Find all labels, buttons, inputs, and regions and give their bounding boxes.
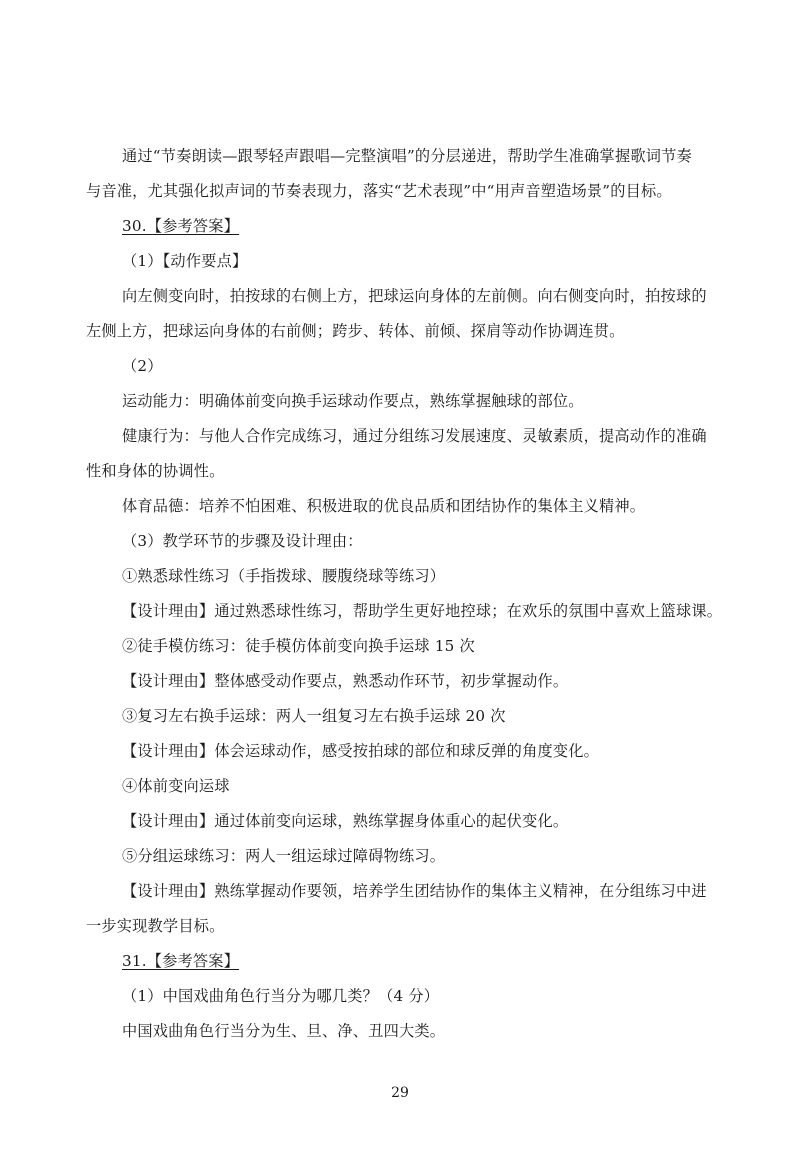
design-reason: 【设计理由】通过熟悉球性练习，帮助学生更好地控球；在欢乐的氛围中喜欢上篮球课。 <box>122 602 723 620</box>
step-item: ②徒手模仿练习：徒手模仿体前变向换手运球 15 次 <box>122 637 475 655</box>
page-number: 29 <box>391 1085 409 1101</box>
design-reason: 【设计理由】通过体前变向运球，熟练掌握身体重心的起伏变化。 <box>122 812 569 830</box>
step-item: ①熟悉球性练习（手指拨球、腰腹绕球等练习） <box>122 567 446 585</box>
paragraph-line: 向左侧变向时，拍按球的右侧上方，把球运向身体的左前侧。向右侧变向时，拍按球的 <box>122 287 707 305</box>
paragraph-line: 与音准，尤其强化拟声词的节奏表现力，落实“艺术表现”中“用声音塑造场景”的目标。 <box>86 182 672 200</box>
subheading-3: （3）教学环节的步骤及设计理由： <box>122 532 363 550</box>
answer-heading-31: 31.【参考答案】 <box>122 952 240 970</box>
subheading-2: （2） <box>122 357 163 375</box>
paragraph-line: 中国戏曲角色行当分为生、旦、净、丑四大类。 <box>122 1022 446 1040</box>
step-item: ⑤分组运球练习：两人一组运球过障碍物练习。 <box>122 847 446 865</box>
paragraph-line: 左侧上方，把球运向身体的右前侧；跨步、转体、前倾、探肩等动作协调连贯。 <box>86 322 625 340</box>
design-reason: 【设计理由】整体感受动作要点，熟悉动作环节，初步掌握动作。 <box>122 672 569 690</box>
step-item: ③复习左右换手运球：两人一组复习左右换手运球 20 次 <box>122 707 506 725</box>
paragraph-line: 通过“节奏朗读—跟琴轻声跟唱—完整演唱”的分层递进，帮助学生准确掌握歌词节奏 <box>122 147 692 165</box>
design-reason: 【设计理由】体会运球动作，感受按拍球的部位和球反弹的角度变化。 <box>122 742 600 760</box>
paragraph-line: 健康行为：与他人合作完成练习，通过分组练习发展速度、灵敏素质，提高动作的准确 <box>122 427 707 445</box>
design-reason: 【设计理由】熟练掌握动作要领，培养学生团结协作的集体主义精神，在分组练习中进 <box>122 882 707 900</box>
paragraph-line: 运动能力：明确体前变向换手运球动作要点，熟练掌握触球的部位。 <box>122 392 584 410</box>
paragraph-line: 体育品德：培养不怕困难、积极进取的优良品质和团结协作的集体主义精神。 <box>122 497 646 515</box>
subheading-action-points: （1）【动作要点】 <box>122 252 248 270</box>
question-line: （1）中国戏曲角色行当分为哪几类？（4 分） <box>122 987 440 1005</box>
step-item: ④体前变向运球 <box>122 777 230 795</box>
paragraph-line: 一步实现教学目标。 <box>86 917 225 935</box>
answer-heading-30: 30.【参考答案】 <box>122 217 240 235</box>
paragraph-line: 性和身体的协调性。 <box>86 462 225 480</box>
